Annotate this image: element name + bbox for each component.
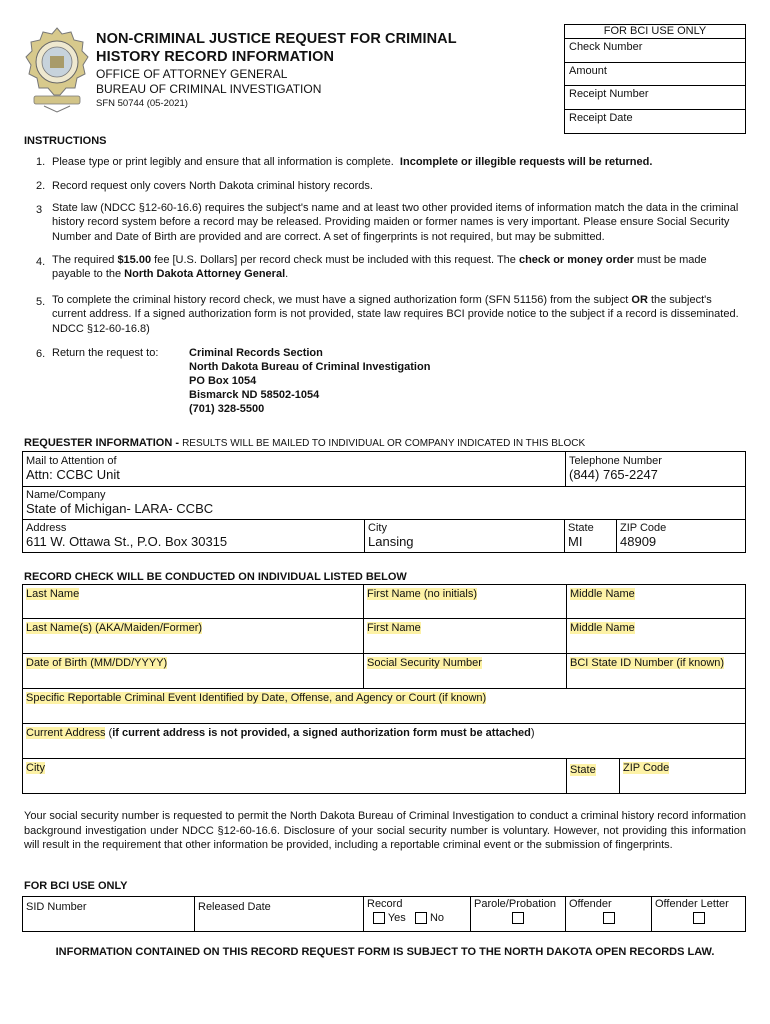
field-label: Current Address	[26, 727, 106, 739]
return-address-line: (701) 328-5500	[189, 403, 265, 415]
item-text: the subject's current address. If a signed authorization form is not provided, state law requires BCI provide notice to the subject if a record is disseminated. NDCC §12-60-16.8)	[52, 294, 739, 335]
field-value: MI	[568, 534, 583, 549]
item-text: must be made payable to the	[52, 254, 707, 281]
field-label: Address	[26, 522, 67, 534]
field-label: Offender	[569, 898, 612, 910]
payee-name: North Dakota Attorney General	[124, 268, 286, 281]
first-name-field[interactable]	[363, 585, 566, 618]
instruction-item-4	[36, 253, 744, 282]
bci-state-id-field[interactable]	[566, 654, 745, 688]
offender-letter-checkbox[interactable]	[693, 912, 705, 924]
ssn-disclosure-paragraph: Your social security number is requested to permit the North Dakota Bureau of Criminal Investigation to conduct a criminal history record information background investigation under NDCC §12-60-16.6. Disclosure of your social security number is voluntary. However, not providing this information will result in the requirement that other information be provided, including a reportable criminal event or the submission of fingerprints.	[24, 810, 746, 851]
city-field[interactable]	[364, 519, 565, 553]
field-label: Offender Letter	[655, 898, 729, 910]
bci-use-table	[22, 896, 746, 932]
item-text: fee [U.S. Dollars] per record check must be included with this request. The	[151, 254, 519, 266]
item-text: Please type or print legibly and ensure that all information is complete.	[52, 156, 394, 168]
zip-field[interactable]	[616, 519, 746, 553]
return-address-line: PO Box 1054	[189, 375, 257, 387]
mail-attention-field[interactable]	[23, 452, 565, 486]
instruction-item-2	[36, 179, 744, 193]
field-label: SID Number	[26, 901, 87, 913]
field-value: 48909	[620, 534, 657, 549]
field-note: )	[530, 727, 535, 739]
aka-last-name-field[interactable]	[23, 619, 363, 653]
agency-line1: OFFICE OF ATTORNEY GENERAL	[96, 67, 288, 81]
location-row	[22, 759, 746, 794]
record-yes-checkbox[interactable]	[373, 912, 385, 924]
field-value: Lansing	[368, 534, 414, 549]
item-bold-text: Incomplete or illegible requests will be returned.	[399, 156, 653, 168]
telephone-field[interactable]	[565, 452, 745, 486]
parole-probation-field	[470, 897, 565, 931]
field-label: State	[570, 764, 596, 776]
field-label: Telephone Number	[569, 455, 662, 467]
field-label: ZIP Code	[620, 522, 667, 534]
field-label: ZIP Code	[623, 762, 670, 774]
requester-note: RESULTS WILL BE MAILED TO INDIVIDUAL OR COMPANY INDICATED IN THIS BLOCK	[182, 438, 586, 449]
instructions-heading: INSTRUCTIONS	[24, 135, 107, 147]
released-date-field[interactable]	[194, 897, 363, 931]
field-value: 611 W. Ottawa St., P.O. Box 30315	[26, 534, 228, 549]
agency-line2: BUREAU OF CRIMINAL INVESTIGATION	[96, 82, 322, 96]
identity-row	[22, 654, 746, 689]
item-number: 6.	[36, 348, 46, 360]
item-text: The required	[52, 254, 118, 266]
field-value: (844) 765-2247	[569, 467, 658, 482]
item-text: Record request only covers North Dakota criminal history records.	[52, 180, 373, 192]
aka-middle-name-field[interactable]	[566, 619, 745, 653]
form-number: SFN 50744 (05-2021)	[96, 98, 188, 109]
item-text: .	[285, 268, 289, 281]
item-text: Return the request to:	[52, 347, 159, 359]
return-address	[189, 346, 430, 416]
field-label: Middle Name	[570, 622, 635, 634]
instruction-item-5	[36, 293, 744, 336]
form-title-line2: HISTORY RECORD INFORMATION	[96, 49, 335, 65]
yes-label: Yes	[387, 912, 406, 924]
offender-field	[565, 897, 651, 931]
amount-field[interactable]: Amount	[565, 63, 745, 87]
record-field	[363, 897, 470, 931]
company-field[interactable]	[22, 486, 746, 520]
offender-checkbox[interactable]	[603, 912, 615, 924]
agency-name	[96, 67, 321, 97]
attention-row	[22, 451, 746, 487]
return-address-line: Criminal Records Section	[189, 347, 323, 359]
item-number: 5.	[36, 296, 46, 308]
aka-row	[22, 619, 746, 654]
item-number: 2.	[36, 180, 46, 192]
form-title	[96, 30, 457, 66]
sid-number-field[interactable]	[23, 897, 194, 931]
middle-name-field[interactable]	[566, 585, 745, 618]
instruction-item-1	[36, 155, 744, 169]
last-name-field[interactable]	[23, 585, 363, 618]
record-check-heading: RECORD CHECK WILL BE CONDUCTED ON INDIVIDUAL LISTED BELOW	[24, 571, 407, 583]
field-label: Record	[367, 898, 403, 910]
item-text: To complete the criminal history record check, we must have a signed authorization form (SFN 51156) from the subject	[52, 294, 632, 306]
state-field[interactable]	[564, 519, 617, 553]
check-number-field[interactable]: Check Number	[565, 39, 745, 63]
ssn-field[interactable]	[363, 654, 566, 688]
state-seal-badge-icon	[24, 26, 90, 114]
return-address-line: Bismarck ND 58502-1054	[189, 389, 320, 401]
field-label: City	[26, 762, 45, 774]
form-title-line1: NON-CRIMINAL JUSTICE REQUEST FOR CRIMINAL	[96, 31, 457, 47]
item-bold-text: OR	[631, 294, 648, 306]
offender-letter-field	[651, 897, 745, 931]
return-address-line: North Dakota Bureau of Criminal Investigation	[189, 361, 431, 373]
parole-probation-checkbox[interactable]	[512, 912, 524, 924]
criminal-event-field[interactable]	[22, 689, 746, 724]
field-label: State	[568, 522, 594, 534]
item-number: 3	[36, 204, 43, 216]
item-number: 4.	[36, 256, 46, 268]
field-label: Released Date	[198, 901, 271, 913]
instruction-item-3	[36, 201, 744, 244]
no-label: No	[429, 912, 444, 924]
subject-state-field[interactable]	[566, 759, 619, 793]
field-label: Date of Birth (MM/DD/YYYY)	[26, 657, 168, 669]
receipt-number-field[interactable]: Receipt Number	[565, 86, 745, 110]
fee-amount: $15.00	[117, 254, 152, 266]
open-records-footer: INFORMATION CONTAINED ON THIS RECORD REQUEST FORM IS SUBJECT TO THE NORTH DAKOTA OPEN RECORDS LAW.	[55, 946, 715, 958]
field-label: Name/Company	[26, 489, 106, 501]
field-label: Last Name(s) (AKA/Maiden/Former)	[26, 622, 203, 634]
current-address-field[interactable]	[22, 724, 746, 759]
record-no-checkbox[interactable]	[415, 912, 427, 924]
field-note: (	[105, 727, 113, 739]
field-label: Social Security Number	[367, 657, 482, 669]
field-label: Middle Name	[570, 588, 635, 600]
field-label: Last Name	[26, 588, 80, 600]
bci-use-box	[564, 24, 746, 134]
requester-heading-text: REQUESTER INFORMATION -	[24, 437, 183, 449]
dob-field[interactable]	[23, 654, 363, 688]
address-row	[22, 519, 746, 553]
field-value: Attn: CCBC Unit	[26, 467, 120, 482]
bci-use-heading: FOR BCI USE ONLY	[565, 25, 745, 39]
aka-first-name-field[interactable]	[363, 619, 566, 653]
address-field[interactable]	[22, 519, 365, 553]
field-label: Mail to Attention of	[26, 455, 117, 467]
item-number: 1.	[36, 156, 46, 168]
requester-heading	[24, 437, 585, 449]
subject-city-field[interactable]	[23, 759, 566, 793]
field-label: Parole/Probation	[474, 898, 556, 910]
item-text: State law (NDCC §12-60-16.6) requires the subject's name and at least two other provided items of information match the data in the criminal history record system before a record may be released. Providing maiden or former names is very important. Please ensure Social Security Number and Date of Birth are provided and are correct. A set of fingerprints is not required, but may be submitted.	[52, 202, 739, 243]
field-label: Specific Reportable Criminal Event Identified by Date, Offense, and Agency or Court (if known)	[26, 692, 487, 704]
field-label: BCI State ID Number (if known)	[570, 657, 725, 669]
field-value: State of Michigan- LARA- CCBC	[26, 501, 214, 516]
payment-method: check or money order	[518, 254, 634, 266]
bci-use-heading-bottom: FOR BCI USE ONLY	[24, 880, 128, 892]
name-row	[22, 584, 746, 619]
field-label: First Name	[367, 622, 421, 634]
field-note-bold: if current address is not provided, a signed authorization form must be attached	[112, 727, 531, 739]
field-label: First Name (no initials)	[367, 588, 478, 600]
subject-zip-field[interactable]	[619, 759, 745, 793]
receipt-date-field[interactable]: Receipt Date	[569, 111, 633, 124]
field-label: City	[368, 522, 387, 534]
